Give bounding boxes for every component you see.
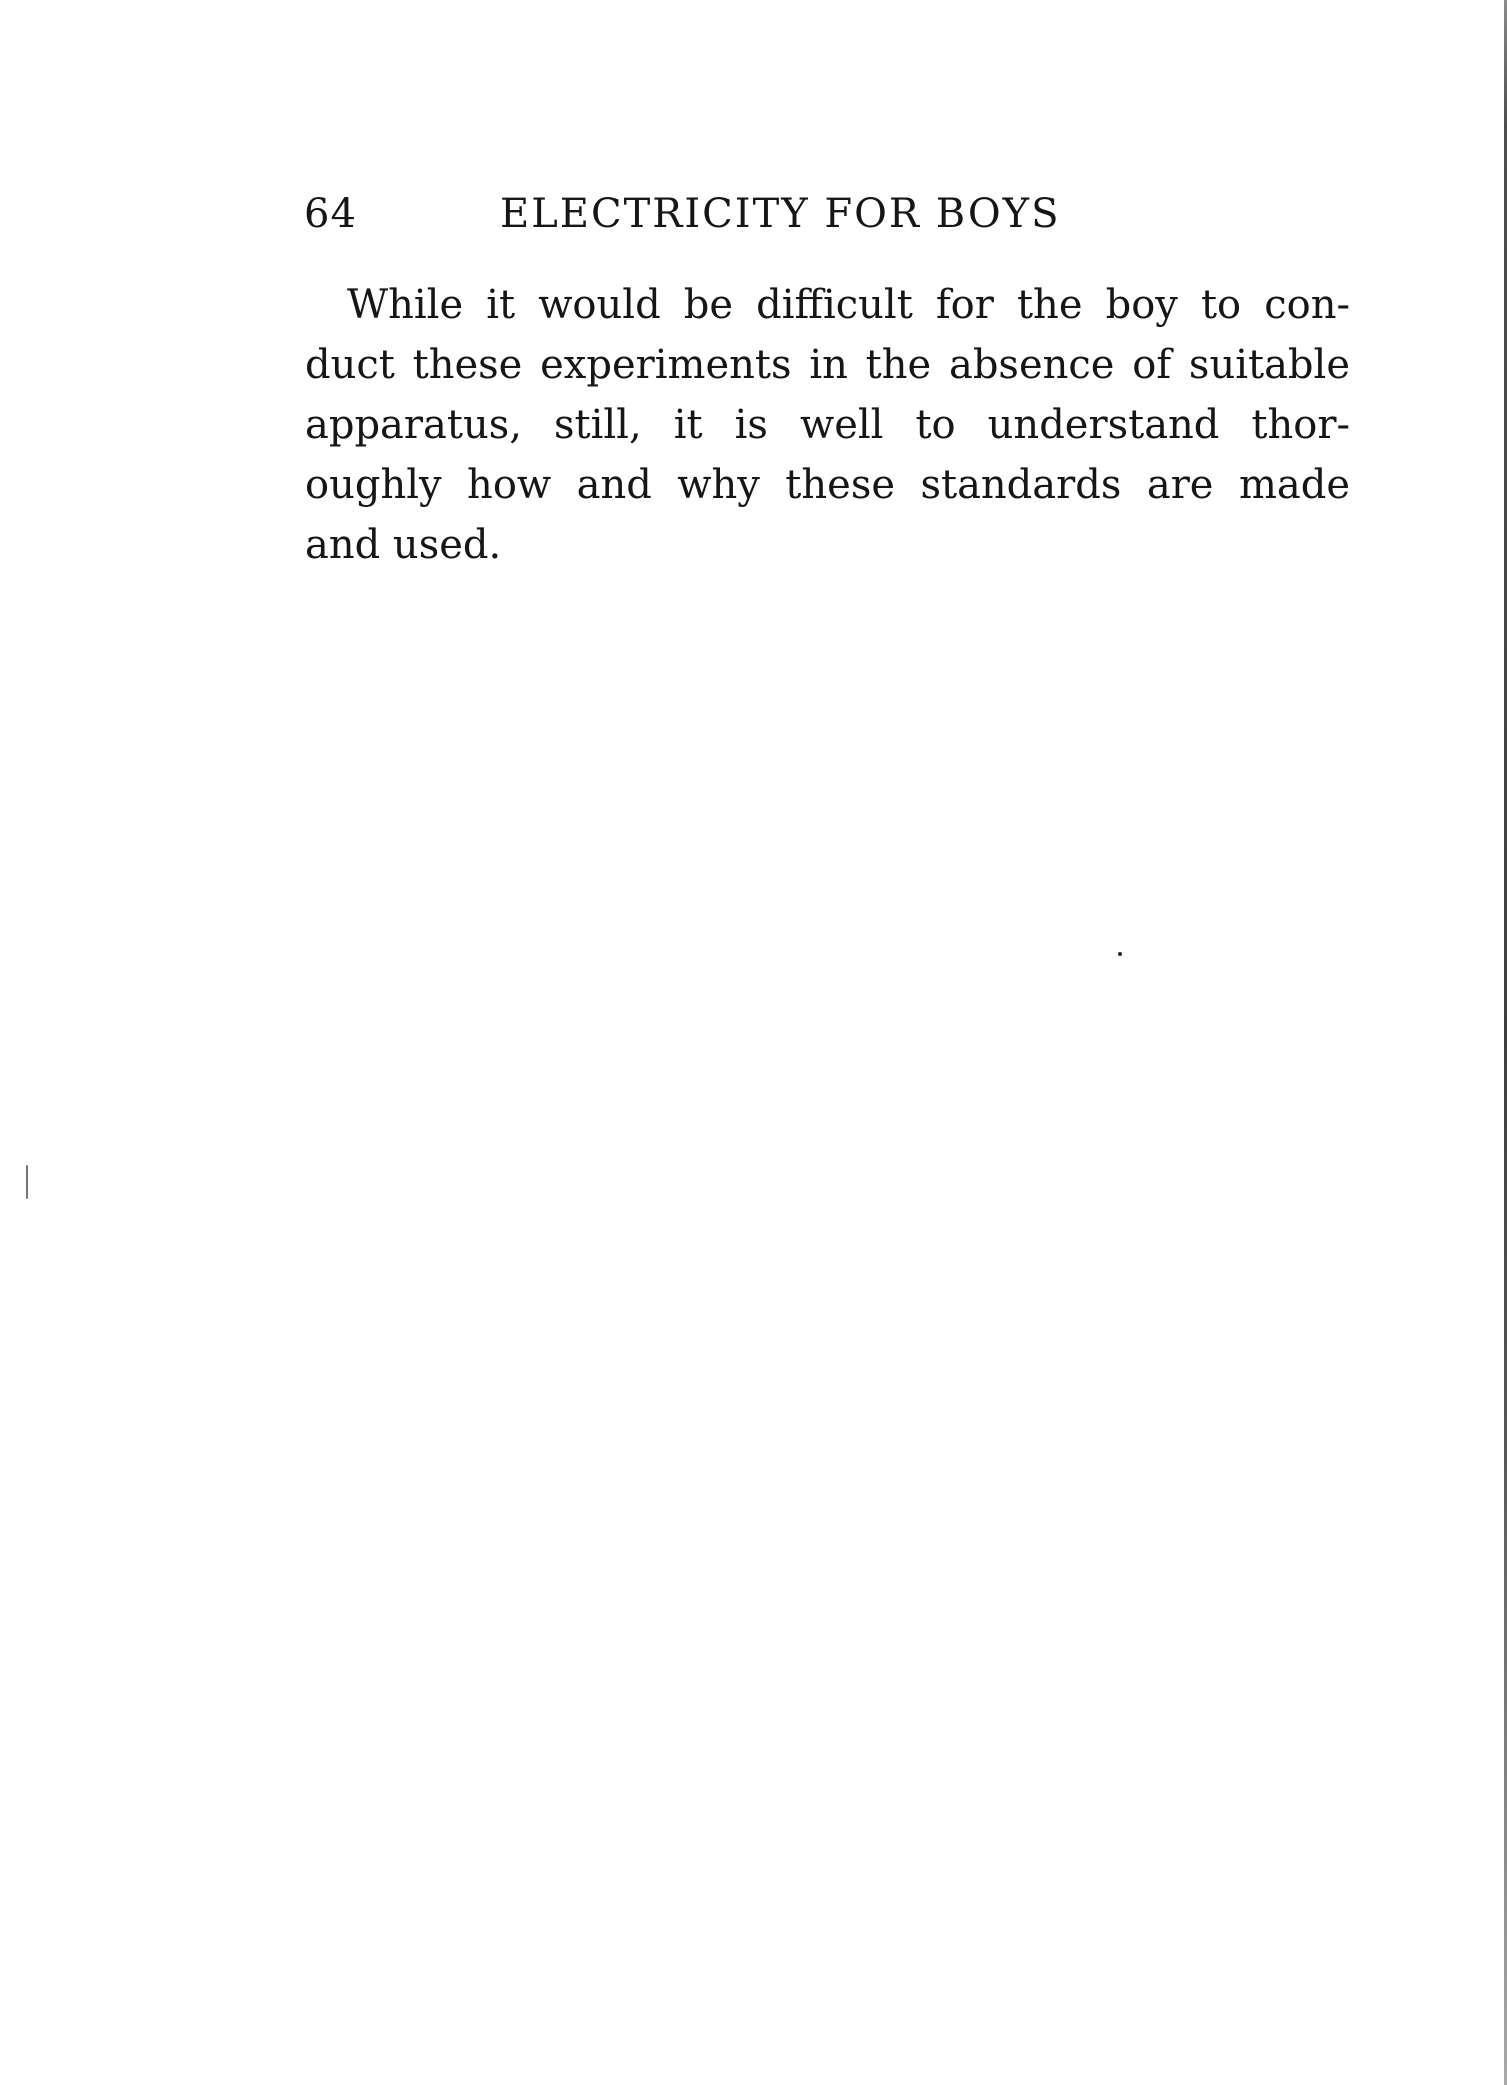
paragraph-line: While it would be difficult for the boy to con- <box>347 282 1350 328</box>
page-number: 64 <box>304 191 357 237</box>
running-title: ELECTRICITY FOR BOYS <box>500 191 1061 237</box>
paragraph-line: duct these experiments in the absence of suitable <box>305 342 1350 388</box>
paragraph <box>305 275 1350 575</box>
ink-speck <box>1118 952 1122 956</box>
paragraph-line: oughly how and why these standards are made <box>305 462 1350 508</box>
paragraph-line: and used. <box>305 522 502 568</box>
margin-mark <box>26 1165 28 1199</box>
paragraph-line: apparatus, still, it is well to understand thor- <box>305 402 1350 448</box>
